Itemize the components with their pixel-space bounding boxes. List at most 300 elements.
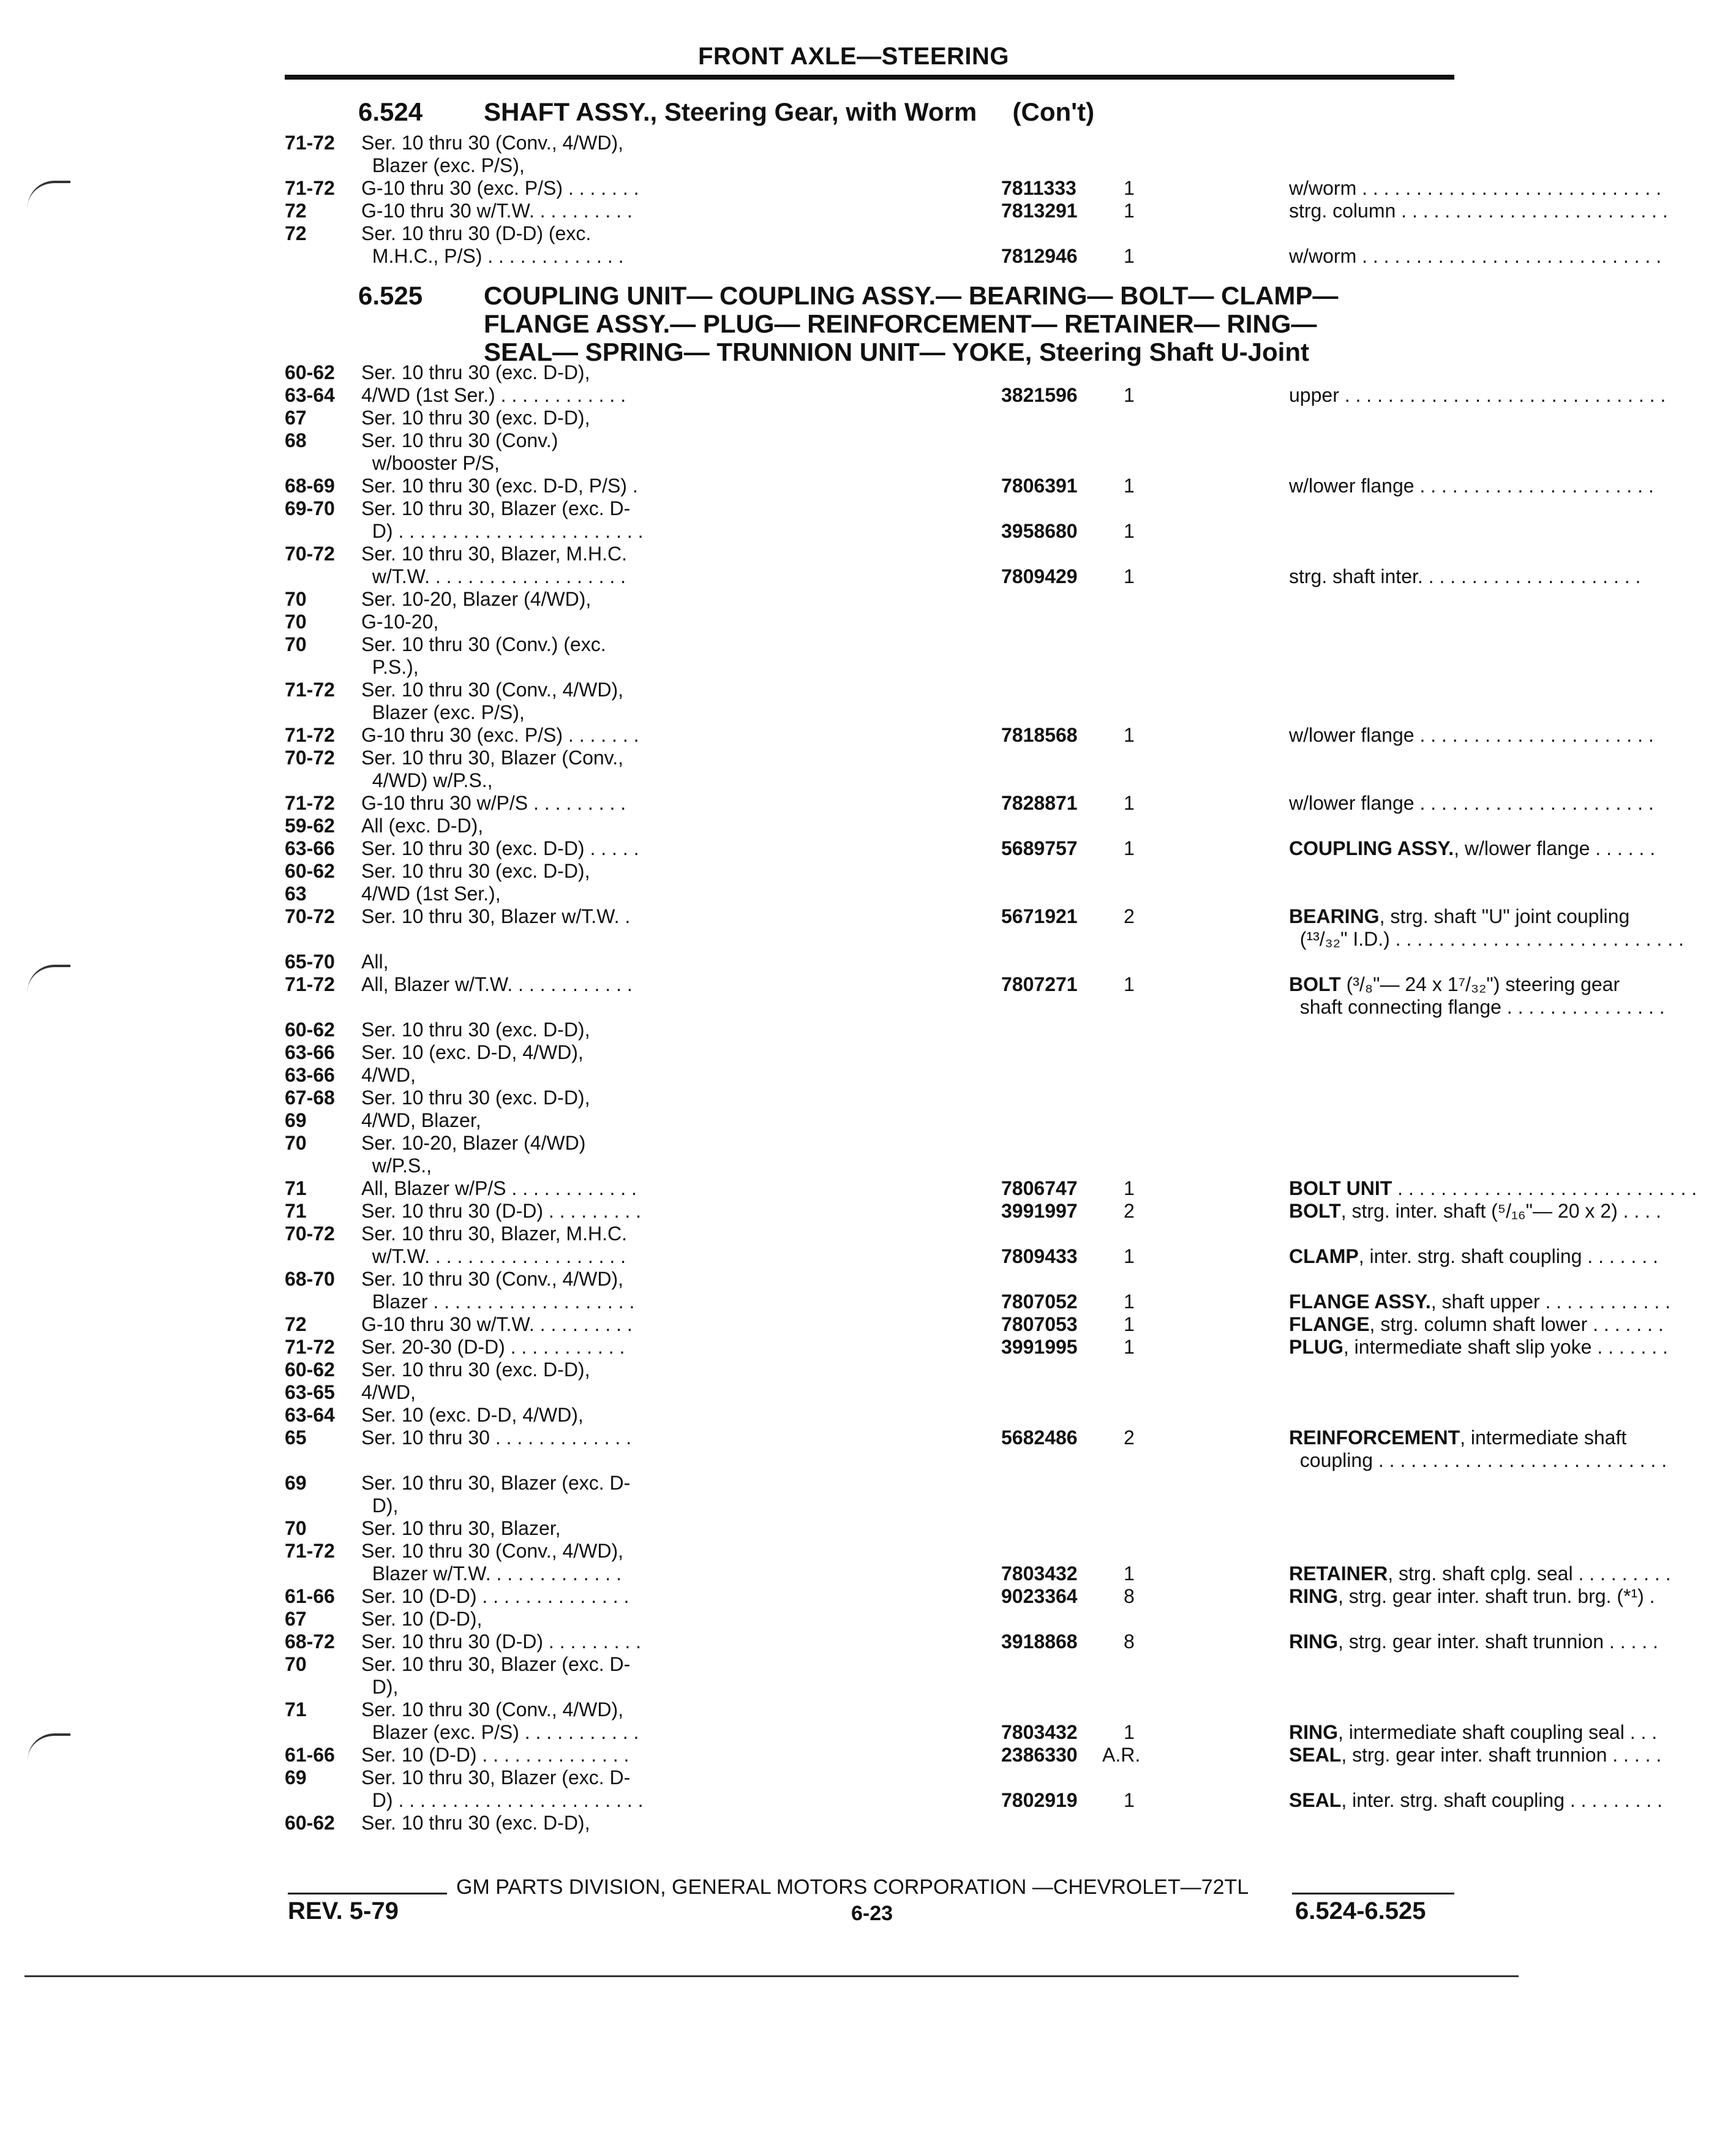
item-name: RING [1289, 1585, 1338, 1607]
table-row [285, 1245, 1658, 1267]
application: 4/WD) w/P.S., [361, 769, 493, 791]
item-name: FLANGE ASSY. [1289, 1291, 1431, 1313]
description [1289, 1291, 1736, 1313]
model-year: 72 [285, 1313, 307, 1335]
model-year: 63 [285, 883, 307, 905]
description [1289, 1427, 1736, 1449]
description-text: , w/lower flange . . . . . . [1454, 837, 1656, 859]
description [1289, 1721, 1736, 1743]
table-row [285, 565, 1641, 587]
application: Ser. 10 thru 30 . . . . . . . . . . . . . [361, 1427, 632, 1449]
quantity: 1 [1124, 724, 1135, 746]
table-row [285, 611, 1454, 633]
model-year: 67-68 [285, 1087, 335, 1109]
binder-hole-mark [28, 181, 70, 208]
model-year: 70 [285, 633, 307, 655]
application: P.S.), [361, 656, 419, 678]
description-text: shaft connecting flange . . . . . . . . . . . . . . . [1289, 996, 1665, 1018]
table-row [285, 860, 1454, 882]
table-row [285, 701, 1454, 723]
model-year: 68-70 [285, 1268, 335, 1290]
application: D), [361, 1494, 399, 1517]
application: G-10 thru 30 w/T.W. . . . . . . . . . [361, 200, 633, 222]
section-number: 6.525 [358, 281, 423, 310]
table-row [285, 1019, 1454, 1041]
application: Ser. 10 thru 30, Blazer, M.H.C. [361, 543, 627, 565]
model-year: 71-72 [285, 132, 335, 154]
part-number: 3821596 [1001, 384, 1078, 406]
table-row [285, 679, 1454, 701]
description [1289, 475, 1736, 497]
application: w/P.S., [361, 1155, 432, 1177]
application: Blazer w/T.W. . . . . . . . . . . . . [361, 1562, 622, 1585]
description [1289, 384, 1736, 406]
description-text: , strg. gear inter. shaft trunnion . . . . . [1341, 1744, 1662, 1766]
part-number: 3991997 [1001, 1200, 1078, 1222]
description [1289, 1336, 1736, 1358]
table-row [285, 1472, 1454, 1494]
table-row [285, 1721, 1658, 1743]
table-row [285, 1585, 1655, 1607]
application: Ser. 10 thru 30 (exc. D-D), [361, 1812, 590, 1834]
application: Ser. 10 thru 30 (D-D) . . . . . . . . . [361, 1630, 642, 1653]
table-row [285, 656, 1454, 678]
description-text: strg. shaft inter. . . . . . . . . . . . . . . . . . . . . [1289, 565, 1641, 587]
application: Ser. 10 thru 30 (exc. D-D), [361, 860, 590, 882]
model-year: 63-66 [285, 1064, 335, 1086]
application: Ser. 10 thru 30, Blazer (Conv., [361, 747, 624, 769]
model-year: 63-64 [285, 1404, 335, 1426]
model-year: 71-72 [285, 792, 335, 814]
table-row [285, 724, 1654, 746]
part-number: 3991995 [1001, 1336, 1078, 1358]
page-edge-line [24, 1975, 1519, 1977]
application: Blazer . . . . . . . . . . . . . . . . . . . [361, 1291, 635, 1313]
description [1289, 1630, 1736, 1653]
binder-hole-mark [28, 965, 70, 992]
part-number: 7807053 [1001, 1313, 1078, 1335]
description [1289, 928, 1736, 950]
table-row [285, 132, 1454, 154]
binder-hole-mark [28, 1733, 70, 1760]
part-number: 7818568 [1001, 724, 1078, 746]
table-row [285, 361, 1454, 383]
part-number: 7813291 [1001, 200, 1078, 222]
description [1289, 724, 1736, 746]
model-year: 70-72 [285, 747, 335, 769]
table-row [285, 384, 1666, 406]
table-row [285, 1562, 1671, 1585]
description [1289, 1245, 1736, 1267]
model-year: 60-62 [285, 1019, 335, 1041]
description [1289, 837, 1736, 859]
application: Ser. 10 thru 30 (D-D) (exc. [361, 222, 592, 244]
part-number: 5671921 [1001, 905, 1078, 927]
table-row [285, 633, 1454, 655]
quantity: 1 [1124, 1291, 1135, 1313]
table-row [285, 407, 1454, 429]
description-text: w/worm . . . . . . . . . . . . . . . . . . . . . . . . . . . . [1289, 245, 1662, 267]
table-row [285, 1698, 1454, 1721]
table-row [285, 543, 1454, 565]
application: Ser. 10 thru 30, Blazer (exc. D- [361, 1653, 631, 1675]
application: All, Blazer w/P/S . . . . . . . . . . . . [361, 1177, 637, 1199]
part-number: 7812946 [1001, 245, 1078, 267]
application: All, Blazer w/T.W. . . . . . . . . . . . [361, 973, 633, 995]
application: Ser. 10 thru 30, Blazer (exc. D- [361, 1766, 631, 1789]
part-number: 7809433 [1001, 1245, 1078, 1267]
description [1289, 565, 1736, 587]
part-number: 7802919 [1001, 1789, 1078, 1811]
description [1289, 1562, 1736, 1585]
section-title: COUPLING UNIT— COUPLING ASSY.— BEARING— BOLT— CLAMP— FLANGE ASSY.— PLUG— REINFORCEMENT— RETAINER— RING— SEAL— SPRING— TRUNNION UNIT— YOKE, Steering Shaft U-Joint [484, 281, 1339, 366]
item-name: PLUG [1289, 1336, 1343, 1358]
part-number: 5682486 [1001, 1427, 1078, 1449]
part-number: 7811333 [1001, 177, 1077, 199]
table-row [285, 177, 1662, 199]
application: Ser. 10 (D-D) . . . . . . . . . . . . . . [361, 1585, 629, 1607]
quantity: 1 [1124, 384, 1135, 406]
application: 4/WD (1st Ser.), [361, 883, 501, 905]
model-year: 68-69 [285, 475, 335, 497]
quantity: 1 [1124, 973, 1135, 995]
description [1289, 1744, 1736, 1766]
table-row [285, 1540, 1454, 1562]
table-row [285, 996, 1665, 1018]
model-year: 65 [285, 1427, 307, 1449]
model-year: 71-72 [285, 679, 335, 701]
description-text: coupling . . . . . . . . . . . . . . . . . . . . . . . . . . . [1289, 1449, 1667, 1471]
part-number: 7828871 [1001, 792, 1078, 814]
model-year: 69 [285, 1109, 307, 1131]
quantity: 2 [1124, 905, 1135, 927]
description [1289, 200, 1736, 222]
application: Blazer (exc. P/S) . . . . . . . . . . . [361, 1721, 639, 1743]
application: Ser. 10 thru 30, Blazer (exc. D- [361, 497, 631, 519]
part-number: 3918868 [1001, 1630, 1078, 1653]
part-number: 7803432 [1001, 1721, 1078, 1743]
application: All, [361, 951, 389, 973]
quantity: 1 [1124, 177, 1135, 199]
application: Ser. 10 (D-D) . . . . . . . . . . . . . . [361, 1744, 629, 1766]
table-row [285, 973, 1620, 995]
application: Ser. 10 thru 30, Blazer, M.H.C. [361, 1223, 627, 1245]
table-row [285, 1223, 1454, 1245]
description-text: , shaft upper . . . . . . . . . . . . [1430, 1291, 1670, 1313]
quantity: 8 [1124, 1585, 1135, 1607]
description-text: , strg. gear inter. shaft trun. brg. (*¹) . [1338, 1585, 1655, 1607]
application: Ser. 10 thru 30 (exc. D-D), [361, 361, 590, 383]
part-number: 3958680 [1001, 520, 1078, 542]
table-row [285, 883, 1454, 905]
section-reference: 6.524-6.525 [1295, 1898, 1426, 1924]
model-year: 70 [285, 588, 307, 610]
application: D) . . . . . . . . . . . . . . . . . . . . . . . [361, 1789, 644, 1811]
model-year: 70-72 [285, 905, 335, 927]
table-row [285, 1336, 1668, 1358]
application: w/T.W. . . . . . . . . . . . . . . . . . . [361, 565, 626, 587]
application: 4/WD, [361, 1064, 416, 1086]
description [1289, 1177, 1736, 1199]
description-text: strg. column . . . . . . . . . . . . . . . . . . . . . . . . . [1289, 200, 1668, 222]
part-number: 7809429 [1001, 565, 1078, 587]
description-text: , intermediate shaft [1460, 1427, 1627, 1449]
application: Ser. 10 thru 30 (Conv.) (exc. [361, 633, 606, 655]
section-number: 6.524 [358, 97, 423, 126]
application: Ser. 10 (exc. D-D, 4/WD), [361, 1404, 584, 1426]
item-name: SEAL [1289, 1744, 1342, 1766]
table-row [285, 928, 1684, 950]
model-year: 65-70 [285, 951, 335, 973]
description [1289, 996, 1736, 1018]
part-number: 7807052 [1001, 1291, 1078, 1313]
description-text: , inter. strg. shaft coupling . . . . . . . [1358, 1245, 1658, 1267]
model-year: 63-65 [285, 1381, 335, 1403]
description-text: w/lower flange . . . . . . . . . . . . . . . . . . . . . . [1289, 475, 1654, 497]
application: G-10 thru 30 (exc. P/S) . . . . . . . [361, 177, 639, 199]
table-row [285, 1404, 1454, 1426]
description-text: , strg. column shaft lower . . . . . . . [1369, 1313, 1664, 1335]
application: 4/WD, [361, 1381, 416, 1403]
application: w/T.W. . . . . . . . . . . . . . . . . . . [361, 1245, 626, 1267]
model-year: 71-72 [285, 177, 335, 199]
quantity: 1 [1124, 520, 1135, 542]
table-row [285, 951, 1454, 973]
application: Ser. 10 (D-D), [361, 1608, 483, 1630]
application: D), [361, 1676, 399, 1698]
application: Blazer (exc. P/S), [361, 701, 525, 723]
model-year: 67 [285, 1608, 307, 1630]
part-number: 7806391 [1001, 475, 1078, 497]
table-row [285, 1494, 1454, 1517]
application: M.H.C., P/S) . . . . . . . . . . . . . [361, 245, 624, 267]
table-row [285, 497, 1454, 519]
part-number: 9023364 [1001, 1585, 1078, 1607]
table-row [285, 1041, 1454, 1063]
description [1289, 1200, 1736, 1222]
application: Ser. 10 thru 30, Blazer, [361, 1517, 561, 1539]
model-year: 71 [285, 1200, 307, 1222]
item-name: RETAINER [1289, 1562, 1388, 1585]
table-row [285, 154, 1454, 176]
application: Ser. 10-20, Blazer (4/WD) [361, 1132, 586, 1154]
application: G-10 thru 30 w/T.W. . . . . . . . . . [361, 1313, 633, 1335]
description [1289, 1585, 1736, 1607]
table-row [285, 1676, 1454, 1698]
application: Ser. 10 thru 30 (Conv., 4/WD), [361, 1698, 624, 1721]
model-year: 63-64 [285, 384, 335, 406]
model-year: 69-70 [285, 497, 335, 519]
model-year: 70 [285, 1653, 307, 1675]
quantity: 8 [1124, 1630, 1135, 1653]
item-name: FLANGE [1289, 1313, 1370, 1335]
description [1289, 1313, 1736, 1335]
table-row [285, 1177, 1697, 1199]
application: Ser. 10 thru 30 (exc. D-D) . . . . . [361, 837, 639, 859]
page-header-title: FRONT AXLE—STEERING [698, 43, 1010, 70]
quantity: 1 [1124, 1313, 1135, 1335]
table-row [285, 905, 1630, 927]
model-year: 71 [285, 1177, 307, 1199]
description-text: (³/₈"— 24 x 1⁷/₃₂") steering gear [1340, 973, 1620, 995]
item-name: COUPLING ASSY. [1289, 837, 1454, 859]
model-year: 72 [285, 200, 307, 222]
model-year: 70 [285, 1517, 307, 1539]
model-year: 63-66 [285, 1041, 335, 1063]
description [1289, 905, 1736, 927]
table-row [285, 475, 1654, 497]
item-name: BEARING [1289, 905, 1380, 927]
application: Ser. 10 thru 30 (exc. D-D), [361, 1019, 590, 1041]
description [1289, 1449, 1736, 1471]
application: Ser. 10 thru 30 (Conv., 4/WD), [361, 679, 624, 701]
table-row [285, 452, 1454, 474]
model-year: 60-62 [285, 1359, 335, 1381]
table-row [285, 1313, 1664, 1335]
description-text: w/lower flange . . . . . . . . . . . . . . . . . . . . . . [1289, 724, 1654, 746]
description-text: , inter. strg. shaft coupling . . . . . . . . . [1341, 1789, 1663, 1811]
table-row [285, 1653, 1454, 1675]
table-row [285, 1064, 1454, 1086]
table-row [285, 1517, 1454, 1539]
part-number: 7806747 [1001, 1177, 1078, 1199]
application: Ser. 10 thru 30 (Conv., 4/WD), [361, 1540, 624, 1562]
model-year: 67 [285, 407, 307, 429]
footer-publisher: GM PARTS DIVISION, GENERAL MOTORS CORPORATION —CHEVROLET—72TL [456, 1875, 1249, 1899]
quantity: 1 [1124, 245, 1135, 267]
footer-rule-right [1292, 1893, 1454, 1894]
quantity: A.R. [1102, 1744, 1141, 1766]
table-row [285, 222, 1454, 244]
table-row [285, 1427, 1627, 1449]
table-row [285, 1359, 1454, 1381]
section-title: SHAFT ASSY., Steering Gear, with Worm (Con't) [484, 97, 1095, 126]
application: D) . . . . . . . . . . . . . . . . . . . . . . . [361, 520, 644, 542]
model-year: 60-62 [285, 860, 335, 882]
application: G-10 thru 30 (exc. P/S) . . . . . . . [361, 724, 639, 746]
description-text: , intermediate shaft slip yoke . . . . . . . [1343, 1336, 1668, 1358]
description [1289, 1789, 1736, 1811]
header-rule [285, 75, 1454, 80]
description-text: , intermediate shaft coupling seal . . . [1338, 1721, 1658, 1743]
description-text: , strg. inter. shaft (⁵/₁₆"— 20 x 2) . . . . [1340, 1200, 1661, 1222]
table-row [285, 1449, 1667, 1471]
application: w/booster P/S, [361, 452, 500, 474]
quantity: 1 [1124, 475, 1135, 497]
item-name: BOLT [1289, 1200, 1341, 1222]
application: Ser. 10 thru 30 (exc. D-D), [361, 1087, 590, 1109]
description-text: w/worm . . . . . . . . . . . . . . . . . . . . . . . . . . . . [1289, 177, 1662, 199]
table-row [285, 1812, 1454, 1834]
model-year: 69 [285, 1766, 307, 1789]
quantity: 1 [1124, 1721, 1135, 1743]
model-year: 60-62 [285, 1812, 335, 1834]
model-year: 68-72 [285, 1630, 335, 1653]
description-text: , strg. shaft cplg. seal . . . . . . . . . [1388, 1562, 1671, 1585]
table-row [285, 1766, 1454, 1789]
table-row [285, 200, 1668, 222]
model-year: 71-72 [285, 973, 335, 995]
item-name: RING [1289, 1630, 1338, 1653]
description [1289, 792, 1736, 814]
part-number: 7807271 [1001, 973, 1078, 995]
application: G-10-20, [361, 611, 439, 633]
model-year: 70 [285, 611, 307, 633]
model-year: 69 [285, 1472, 307, 1494]
model-year: 61-66 [285, 1744, 335, 1766]
table-row [285, 815, 1454, 837]
model-year: 70-72 [285, 543, 335, 565]
application: Blazer (exc. P/S), [361, 154, 525, 176]
application: Ser. 10 thru 30 (exc. D-D), [361, 1359, 590, 1381]
page-number: 6-23 [851, 1902, 893, 1925]
table-row [285, 1109, 1454, 1131]
application: 4/WD, Blazer, [361, 1109, 481, 1131]
model-year: 72 [285, 222, 307, 244]
model-year: 71-72 [285, 1336, 335, 1358]
description-text: , strg. shaft "U" joint coupling [1379, 905, 1630, 927]
table-row [285, 1291, 1670, 1313]
table-row [285, 1155, 1454, 1177]
model-year: 70 [285, 1132, 307, 1154]
description-text: . . . . . . . . . . . . . . . . . . . . . . . . . . . . [1392, 1177, 1697, 1199]
description [1289, 245, 1736, 267]
application: G-10 thru 30 w/P/S . . . . . . . . . [361, 792, 626, 814]
application: Ser. 10 (exc. D-D, 4/WD), [361, 1041, 584, 1063]
application: Ser. 10 thru 30 (Conv.) [361, 429, 558, 451]
application: Ser. 10 thru 30 (exc. D-D, P/S) . [361, 475, 638, 497]
item-name: CLAMP [1289, 1245, 1359, 1267]
table-row [285, 1132, 1454, 1154]
description-text: w/lower flange . . . . . . . . . . . . . . . . . . . . . . [1289, 792, 1654, 814]
model-year: 60-62 [285, 361, 335, 383]
application: 4/WD (1st Ser.) . . . . . . . . . . . . [361, 384, 626, 406]
application: Ser. 10 thru 30 (exc. D-D), [361, 407, 590, 429]
quantity: 2 [1124, 1427, 1135, 1449]
table-row [285, 520, 1454, 542]
description-text: (¹³/₃₂" I.D.) . . . . . . . . . . . . . . . . . . . . . . . . . . . [1289, 928, 1684, 950]
description-text: , strg. gear inter. shaft trunnion . . . . . [1338, 1630, 1658, 1653]
part-number: 2386330 [1001, 1744, 1078, 1766]
table-row [285, 792, 1654, 814]
item-name: REINFORCEMENT [1289, 1427, 1460, 1449]
table-row [285, 1268, 1454, 1290]
table-row [285, 1744, 1662, 1766]
model-year: 61-66 [285, 1585, 335, 1607]
application: Ser. 10 thru 30, Blazer (exc. D- [361, 1472, 631, 1494]
table-row [285, 769, 1454, 791]
model-year: 71-72 [285, 724, 335, 746]
application: Ser. 10 thru 30 (D-D) . . . . . . . . . [361, 1200, 642, 1222]
quantity: 1 [1124, 792, 1135, 814]
table-row [285, 837, 1656, 859]
description [1289, 177, 1736, 199]
item-name: SEAL [1289, 1789, 1342, 1811]
quantity: 1 [1124, 837, 1135, 859]
application: Ser. 10 thru 30, Blazer w/T.W. . [361, 905, 631, 927]
table-row [285, 747, 1454, 769]
application: Ser. 10-20, Blazer (4/WD), [361, 588, 592, 610]
quantity: 1 [1124, 565, 1135, 587]
quantity: 1 [1124, 1562, 1135, 1585]
quantity: 1 [1124, 1177, 1135, 1199]
model-year: 71 [285, 1698, 307, 1721]
item-name: BOLT [1289, 973, 1341, 995]
item-name: RING [1289, 1721, 1338, 1743]
part-number: 7803432 [1001, 1562, 1078, 1585]
description-text: upper . . . . . . . . . . . . . . . . . . . . . . . . . . . . . . [1289, 384, 1666, 406]
quantity: 1 [1124, 1789, 1135, 1811]
